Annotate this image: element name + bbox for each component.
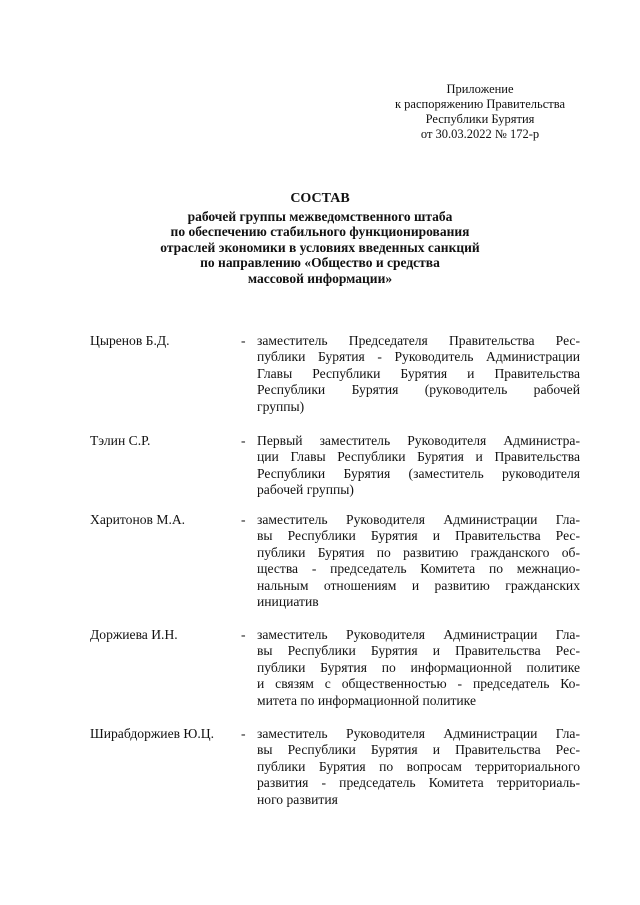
member-role-line: публики Бурятия по вопросам территориального (257, 758, 580, 774)
appendix-block (380, 82, 580, 142)
member-role-line: рабочей группы) (257, 482, 354, 498)
member-role-line: ции Главы Республики Бурятия и Правительства (257, 449, 580, 465)
member-role-line: заместитель Руководителя Администрации Гла- (257, 726, 580, 741)
member-role-line: щества - председатель Комитета по межнацио- (257, 561, 580, 577)
member-dash: - (241, 726, 246, 741)
title-line: массовой информации» (247, 270, 393, 286)
member-name: Тэлин С.Р. (90, 433, 151, 448)
member-name: Доржиева И.Н. (90, 627, 178, 642)
title-line: по направлению «Общество и средства (200, 255, 440, 271)
member-role-line: вы Республики Бурятия и Правительства Рес- (257, 742, 580, 758)
member-role-line: Республики Бурятия (руководитель рабочей (257, 382, 580, 398)
member-role-line: заместитель Руководителя Администрации Гла- (257, 627, 580, 642)
document-title (110, 191, 530, 287)
title-line: отраслей экономики в условиях введенных санкций (160, 239, 480, 255)
member-role (257, 726, 580, 808)
member-role-line: заместитель Руководителя Администрации Гла- (257, 512, 580, 527)
title-heading: СОСТАВ (290, 191, 350, 206)
member-dash: - (241, 512, 246, 527)
appendix-line: к распоряжению Правительства (394, 97, 565, 111)
member-role-line: развития - председатель Комитета территориаль- (257, 775, 580, 791)
member-role (257, 333, 580, 415)
member-role-line: Первый заместитель Руководителя Администра- (257, 433, 580, 448)
member-role (257, 512, 580, 610)
member-role-line: митета по информационной политике (257, 692, 476, 708)
appendix-line: Приложение (446, 82, 514, 96)
member-role-line: Главы Республики Бурятия и Правительства (257, 365, 580, 381)
appendix-date-line: от 30.03.2022 № 172-р (420, 127, 540, 141)
appendix-line: Республики Бурятия (425, 112, 535, 126)
member-name: Цыренов Б.Д. (90, 333, 170, 348)
member-role-line: группы) (257, 398, 305, 414)
member-name: Харитонов М.А. (90, 512, 186, 527)
member-role-line: нальным отношениям и развитию гражданских (257, 577, 580, 593)
member-role-line: публики Бурятия по развитию гражданского об- (257, 544, 580, 560)
member-role-line: и связям с общественностью - председатель Ко- (257, 676, 580, 692)
member-dash: - (241, 333, 246, 348)
member-role-line: заместитель Председателя Правительства Рес- (257, 333, 580, 348)
title-line: по обеспечению стабильного функционирования (170, 224, 470, 240)
member-role-line: Республики Бурятия (заместитель руководителя (257, 465, 580, 481)
member-role (257, 627, 580, 709)
member-role (257, 433, 580, 499)
member-role-line: вы Республики Бурятия и Правительства Рес- (257, 528, 580, 544)
member-role-line: ного развития (257, 791, 338, 807)
member-role-line: инициатив (257, 594, 319, 610)
member-dash: - (241, 627, 246, 642)
member-role-line: публики Бурятия - Руководитель Администрации (257, 349, 580, 365)
member-role-line: публики Бурятия по информационной политике (257, 659, 580, 675)
member-name: Ширабдоржиев Ю.Ц. (90, 726, 215, 741)
member-role-line: вы Республики Бурятия и Правительства Рес- (257, 643, 580, 659)
title-line: рабочей группы межведомственного штаба (187, 208, 453, 224)
member-dash: - (241, 433, 246, 448)
